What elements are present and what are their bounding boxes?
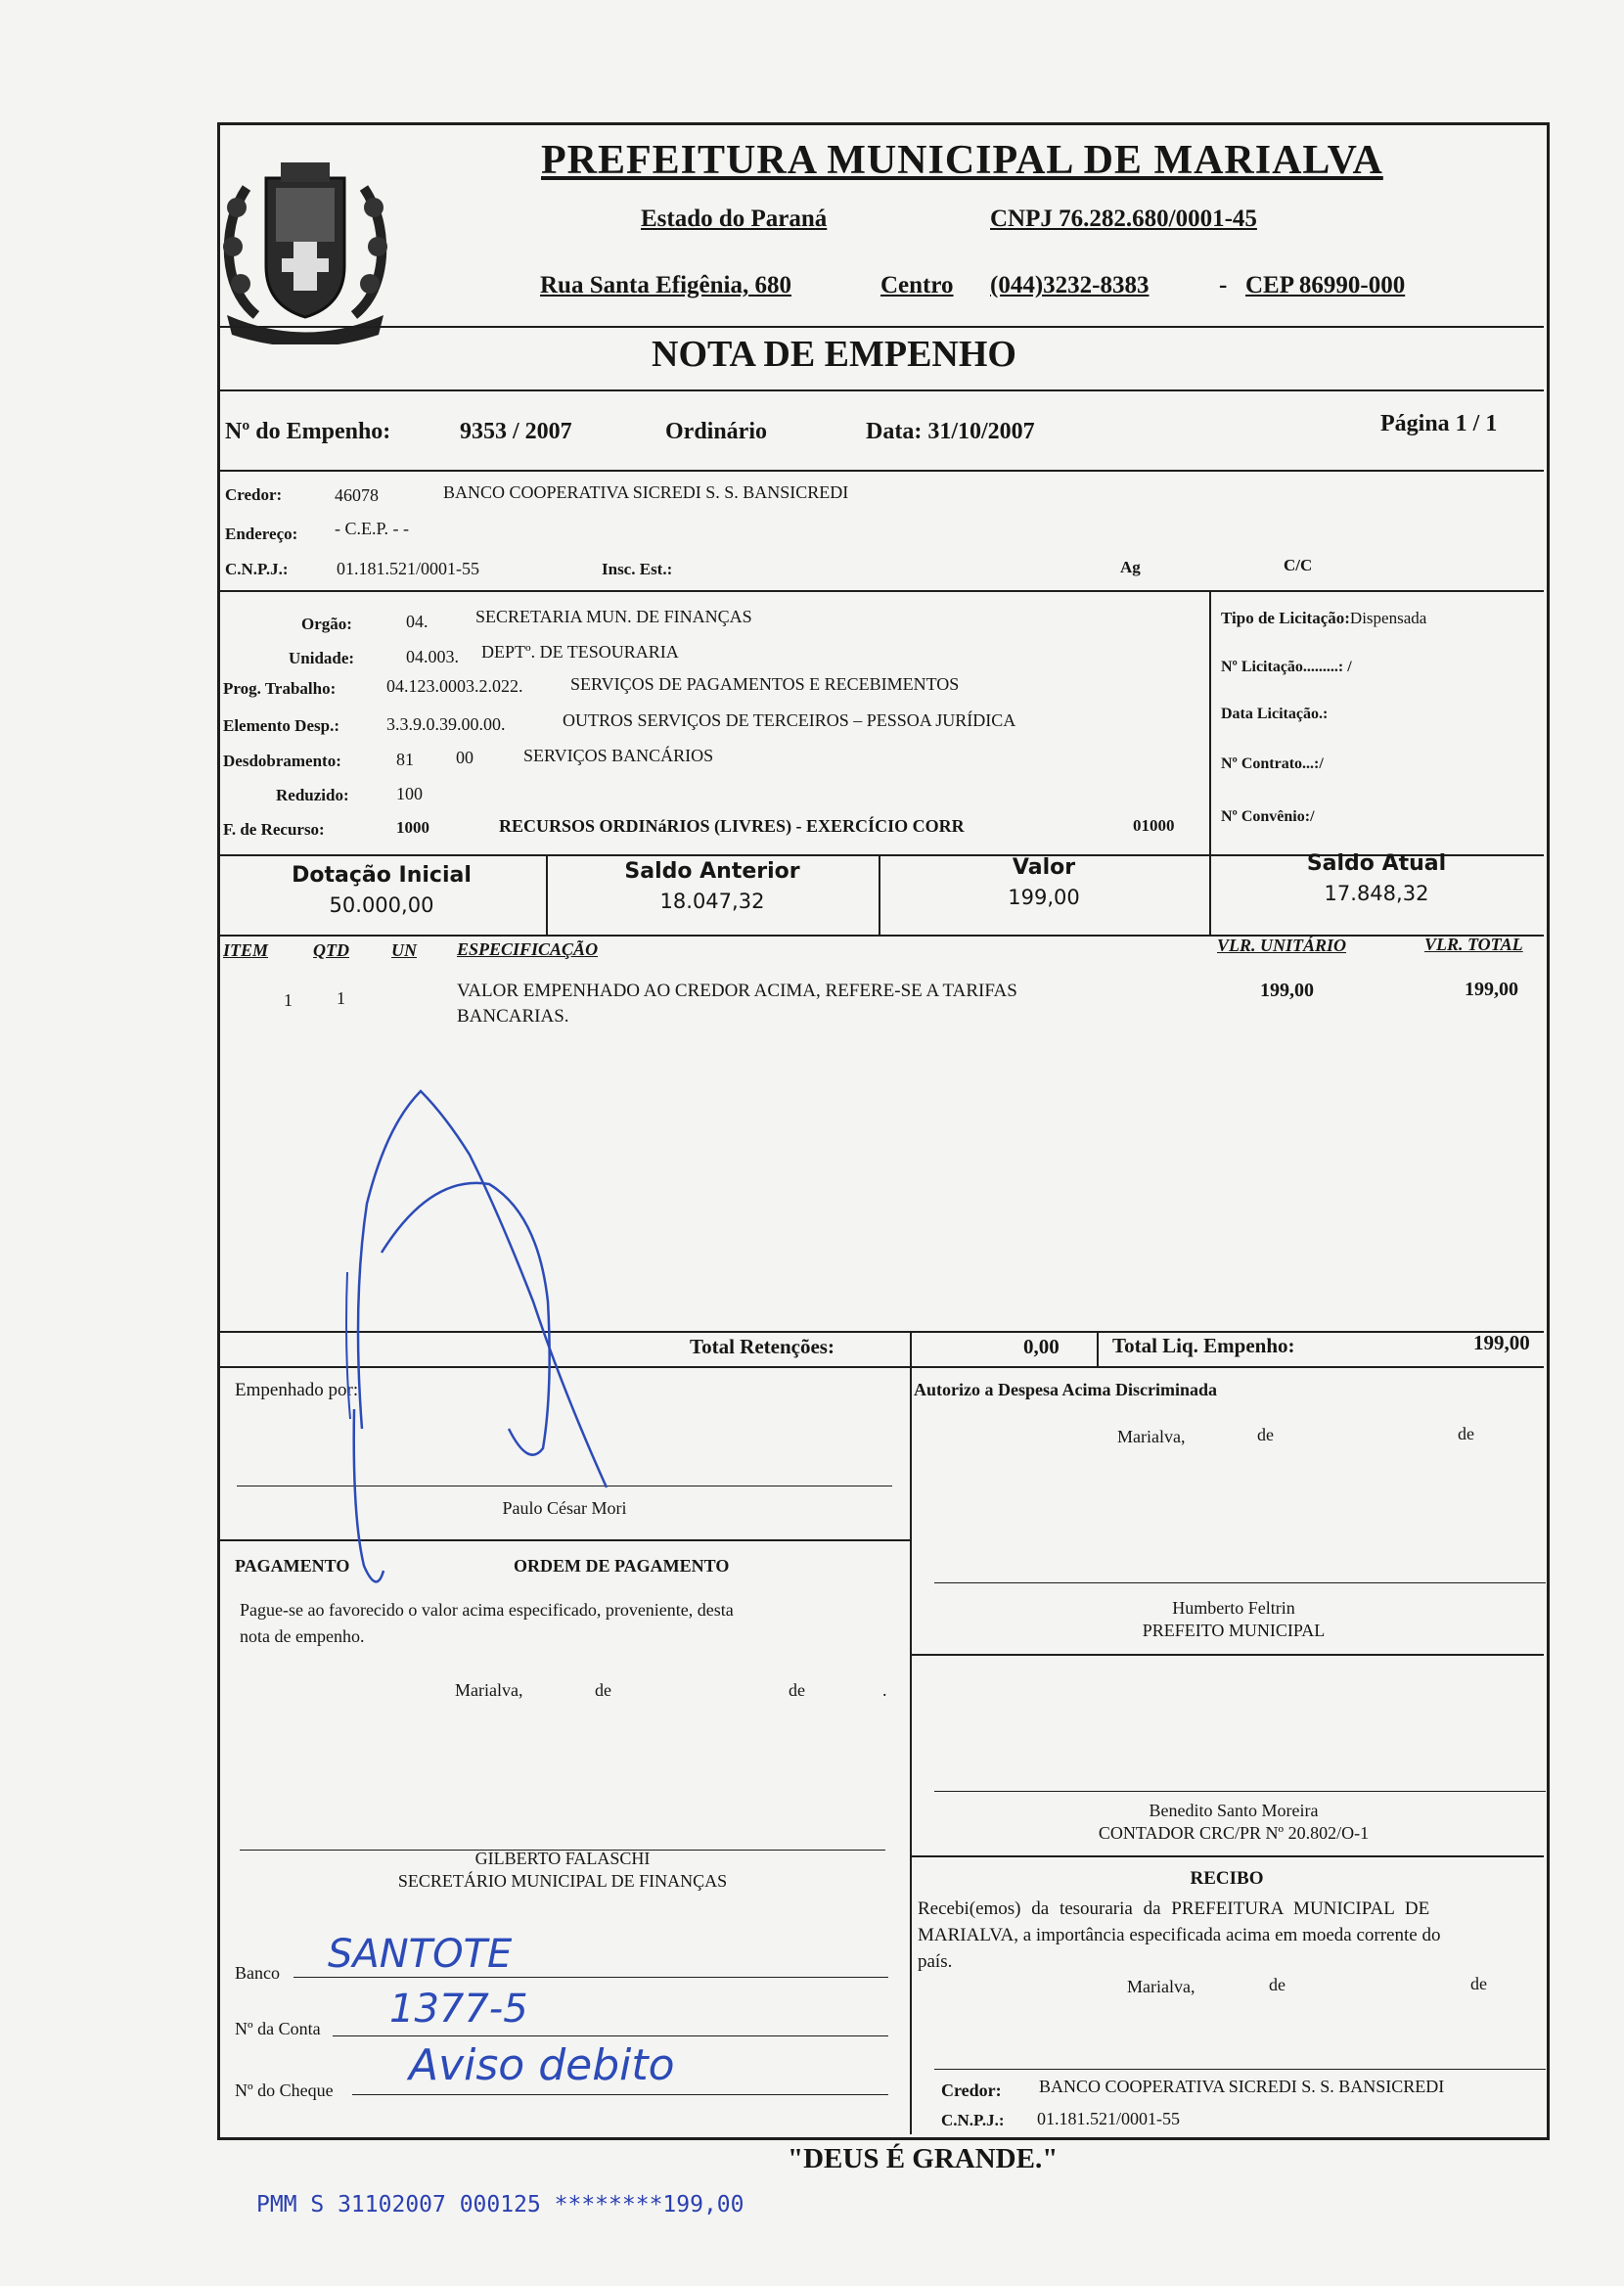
prog-trabalho-name: SERVIÇOS DE PAGAMENTOS E RECEBIMENTOS [570, 674, 960, 694]
unidade-name: DEPTº. DE TESOURARIA [481, 642, 679, 662]
recibo-cnpj-label: C.N.P.J.: [941, 2111, 1005, 2129]
prog-trabalho-code: 04.123.0003.2.022. [386, 676, 523, 696]
pagamento-de-2: de [789, 1680, 805, 1700]
col-header-un: UN [391, 940, 417, 960]
item-spec-line-1: VALOR EMPENHADO AO CREDOR ACIMA, REFERE-SE A TARIFAS [457, 981, 1017, 1001]
conta-value: 1377-5 [389, 1987, 528, 2032]
total-liquido-label: Total Liq. Empenho: [1112, 1334, 1295, 1357]
banco-value: SANTOTE [328, 1932, 513, 1977]
header-separator: - [1219, 272, 1228, 298]
recibo-credor-label: Credor: [941, 2080, 1002, 2100]
pagamento-de-1: de [595, 1680, 611, 1700]
prefeitura-title: PREFEITURA MUNICIPAL DE MARIALVA [541, 138, 1383, 183]
col-header-unit-value: VLR. UNITÁRIO [1217, 936, 1347, 955]
recibo-label: RECIBO [1190, 1868, 1264, 1889]
page-number: Página 1 / 1 [1380, 411, 1498, 436]
header-cep: CEP 86990-000 [1245, 272, 1406, 298]
total-liquido-value: 199,00 [1473, 1331, 1530, 1354]
orgao-name: SECRETARIA MUN. DE FINANÇAS [475, 607, 752, 626]
recurso-code: 1000 [396, 818, 429, 837]
item-spec-line-2: BANCARIAS. [457, 1006, 569, 1027]
desdobramento-code-1: 81 [396, 750, 414, 769]
credor-code: 46078 [335, 485, 379, 505]
prefeito-name: Humberto Feltrin [1172, 1598, 1295, 1618]
contador-title: CONTADOR CRC/PR Nº 20.802/O-1 [1098, 1823, 1370, 1843]
banco-label: Banco [235, 1963, 280, 1983]
header-address: Rua Santa Efigênia, 680 [540, 272, 791, 298]
recibo-text-line-1: Recebi(emos) da tesouraria da PREFEITURA MUNICIPAL DE [918, 1898, 1430, 1919]
header-cnpj: CNPJ 76.282.680/0001-45 [990, 206, 1257, 232]
recibo-credor-name: BANCO COOPERATIVA SICREDI S. S. BANSICREDI [1039, 2077, 1445, 2096]
dotacao-inicial-label: Dotação Inicial [292, 863, 472, 888]
pagamento-period: . [882, 1680, 887, 1700]
unidade-label: Unidade: [289, 649, 355, 667]
elemento-label: Elemento Desp.: [223, 716, 339, 735]
empenhado-por-label: Empenhado por: [235, 1380, 359, 1400]
numero-convenio: Nº Convênio:/ [1221, 808, 1315, 825]
recurso-name: RECURSOS ORDINáRIOS (LIVRES) - EXERCÍCIO CORR [499, 816, 965, 836]
insc-est-label: Insc. Est.: [602, 560, 673, 578]
contador-name: Benedito Santo Moreira [1149, 1801, 1319, 1820]
autorizo-label: Autorizo a Despesa Acima Discriminada [914, 1380, 1217, 1399]
orgao-label: Orgão: [301, 615, 352, 633]
col-header-total-value: VLR. TOTAL [1424, 935, 1523, 954]
reduzido-value: 100 [396, 784, 423, 803]
saldo-atual-value: 17.848,32 [1324, 882, 1429, 905]
pagamento-text-line-2: nota de empenho. [240, 1626, 365, 1646]
cheque-label: Nº do Cheque [235, 2080, 334, 2100]
saldo-anterior-value: 18.047,32 [659, 890, 765, 913]
empenho-number-label: Nº do Empenho: [225, 419, 391, 444]
cheque-value: Aviso debito [409, 2040, 675, 2090]
recurso-number: 01000 [1133, 816, 1175, 835]
empenho-type: Ordinário [665, 419, 768, 444]
credor-cnpj-label: C.N.P.J.: [225, 560, 289, 578]
secretario-title: SECRETÁRIO MUNICIPAL DE FINANÇAS [397, 1871, 728, 1891]
ordem-pagamento-label: ORDEM DE PAGAMENTO [514, 1556, 730, 1576]
empenhado-por-name: Paulo César Mori [502, 1498, 627, 1518]
numero-licitacao: Nº Licitação.........: / [1221, 659, 1352, 675]
prog-trabalho-label: Prog. Trabalho: [223, 679, 337, 698]
credor-label: Credor: [225, 485, 283, 504]
state-name: Estado do Paraná [641, 206, 828, 232]
numero-contrato: Nº Contrato...:/ [1221, 755, 1324, 772]
recibo-cnpj: 01.181.521/0001-55 [1037, 2109, 1180, 2128]
col-header-specification: ESPECIFICAÇÃO [457, 939, 599, 959]
valor-label: Valor [1012, 855, 1076, 880]
autorizo-de-2: de [1458, 1424, 1474, 1443]
dotacao-inicial-value: 50.000,00 [329, 893, 434, 917]
tipo-licitacao-label: Tipo de Licitação: [1221, 609, 1350, 627]
conta-label: Nº da Conta [235, 2019, 321, 2038]
empenho-date: Data: 31/10/2007 [866, 419, 1035, 444]
tipo-licitacao-value: Dispensada [1349, 609, 1427, 627]
address-value: - C.E.P. - - [335, 519, 409, 538]
prefeito-title: PREFEITO MUNICIPAL [1142, 1621, 1326, 1640]
elemento-name: OUTROS SERVIÇOS DE TERCEIROS – PESSOA JURÍDICA [563, 710, 1016, 730]
recurso-label: F. de Recurso: [223, 820, 325, 839]
item-number: 1 [284, 990, 293, 1010]
pagamento-city: Marialva, [455, 1680, 523, 1700]
total-retencoes-value: 0,00 [1023, 1335, 1060, 1358]
header-phone: (044)3232-8383 [990, 272, 1150, 298]
unidade-code: 04.003. [406, 647, 459, 666]
saldo-atual-label: Saldo Atual [1306, 851, 1447, 876]
col-header-qtd: QTD [313, 940, 349, 960]
col-header-item: ITEM [223, 940, 269, 960]
address-label: Endereço: [225, 525, 298, 543]
account-label: C/C [1284, 556, 1313, 574]
autorizo-de-1: de [1257, 1425, 1274, 1444]
pagamento-label: PAGAMENTO [235, 1556, 350, 1576]
pagamento-text-line-1: Pague-se ao favorecido o valor acima especificado, proveniente, desta [240, 1600, 734, 1620]
desdobramento-label: Desdobramento: [223, 752, 341, 770]
data-licitacao: Data Licitação.: [1221, 706, 1329, 722]
total-retencoes-label: Total Retenções: [690, 1335, 835, 1358]
item-total-value: 199,00 [1465, 979, 1518, 1000]
autorizo-city: Marialva, [1117, 1427, 1186, 1446]
elemento-code: 3.3.9.0.39.00.00. [386, 714, 506, 734]
valor-value: 199,00 [1008, 886, 1080, 909]
agency-label: Ag [1120, 558, 1141, 576]
desdobramento-name: SERVIÇOS BANCÁRIOS [523, 746, 714, 765]
empenho-number: 9353 / 2007 [460, 419, 572, 444]
header-district: Centro [880, 272, 954, 298]
recibo-de-2: de [1470, 1974, 1487, 1993]
recibo-city: Marialva, [1127, 1977, 1195, 1996]
credor-name: BANCO COOPERATIVA SICREDI S. S. BANSICREDI [443, 482, 849, 502]
desdobramento-code-2: 00 [456, 748, 474, 767]
payment-stamp: PMM S 31102007 000125 ********199,00 [256, 2192, 744, 2217]
item-unit-value: 199,00 [1260, 980, 1314, 1001]
credor-cnpj: 01.181.521/0001-55 [337, 559, 479, 578]
footer-motto: "DEUS É GRANDE." [788, 2143, 1059, 2174]
orgao-code: 04. [406, 612, 429, 631]
recibo-text-line-2: MARIALVA, a importância especificada acima em moeda corrente do [918, 1925, 1441, 1945]
secretario-name: GILBERTO FALASCHI [474, 1849, 651, 1868]
item-qtd: 1 [337, 988, 345, 1008]
recibo-text-line-3: país. [918, 1951, 953, 1972]
recibo-de-1: de [1269, 1975, 1286, 1994]
reduzido-label: Reduzido: [276, 786, 349, 804]
document-title: NOTA DE EMPENHO [652, 334, 1016, 375]
saldo-anterior-label: Saldo Anterior [624, 859, 800, 884]
